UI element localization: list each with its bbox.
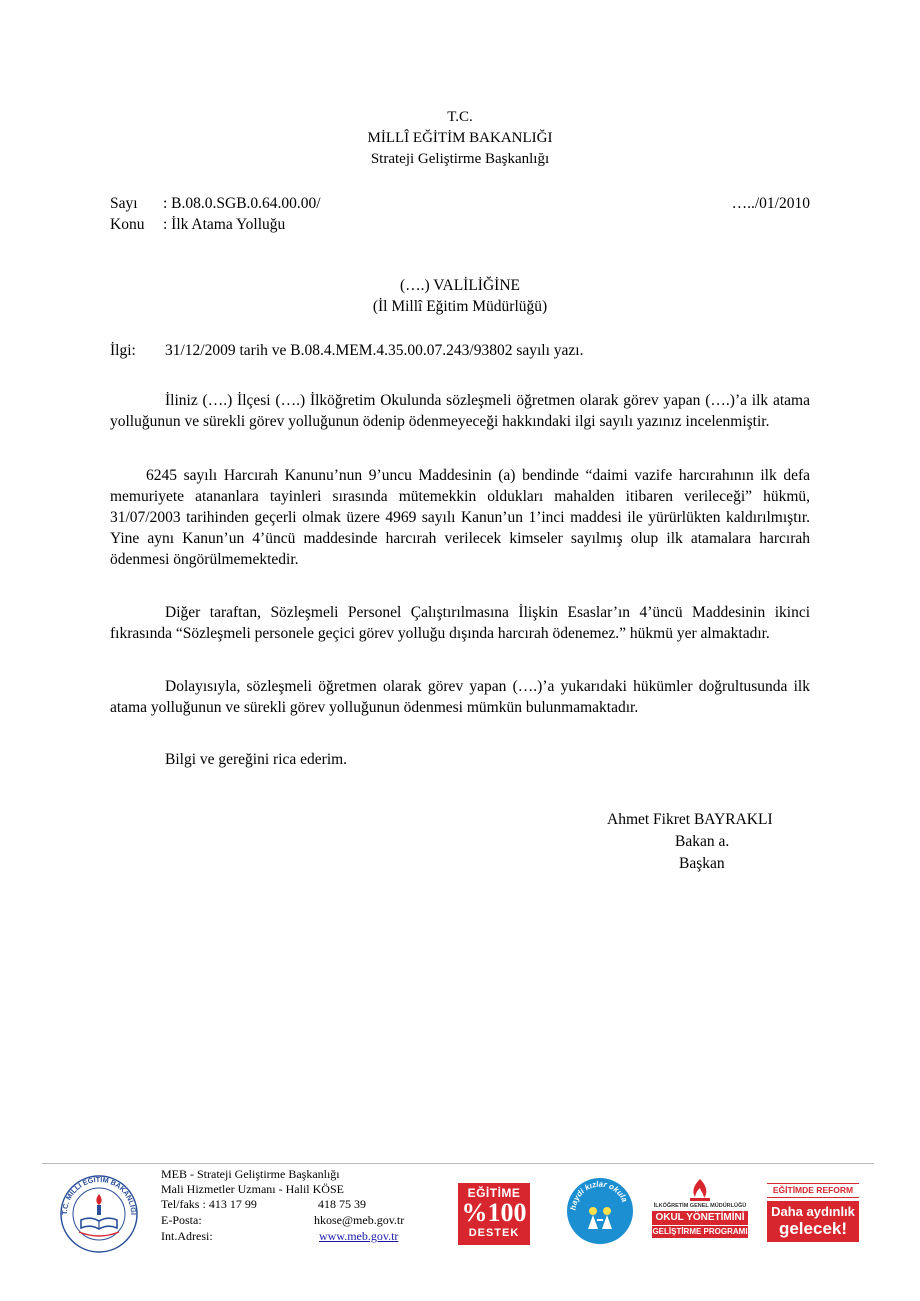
reform-mid-text: Daha aydınlık [771, 1204, 855, 1219]
meb-seal-icon [55, 1168, 143, 1256]
meb-seal-logo [55, 1168, 143, 1256]
footer-institution: MEB - Strateji Geliştirme Başkanlığı [161, 1167, 340, 1181]
footer-web-link[interactable]: www.meb.gov.tr [319, 1229, 399, 1243]
haydi-text: haydi kızlar okula [568, 1179, 630, 1211]
egitime-bottom-text: DESTEK [468, 1227, 520, 1239]
sayi-value: : B.08.0.SGB.0.64.00.00/ [163, 195, 321, 212]
egitime-top-text: EĞİTİME [467, 1186, 521, 1200]
reform-bottom-text: gelecek! [778, 1219, 848, 1238]
footer-contact-person: Mali Hizmetler Uzmanı - Halil KÖSE [161, 1182, 344, 1196]
addressee-line1: (….) VALİLİĞİNE [400, 277, 520, 294]
body-paragraph-2: 6245 sayılı Harcırah Kanunu’nun 9’uncu Maddesinin (a) bendinde “daimi vazife harcırahının ilk defa memuriyete atananlara tayinleri sırasında mütemekkin oldukları mahalden itibaren verileceği” hükmü, 31/07/2003 tarihinden geçerli olmak üzere 4969 sayılı Kanun’un 1’inci maddesi ile yürürlükten kaldırılmıştır. Yine aynı Kanun’un 4’üncü maddesinde harcırah verilecek kimseler sayılmış olup ilk atamalara harcırah ödenmesi öngörülmemektedir. [110, 467, 810, 568]
reform-top-text: EĞİTİMDE REFORM [767, 1183, 859, 1198]
okul-top-text: İLKÖĞRETİM GENEL MÜDÜRLÜĞÜ [653, 1203, 747, 1209]
okul-mid-text: OKUL YÖNETİMİNİ [652, 1211, 748, 1225]
footer-email-value: hkose@meb.gov.tr [314, 1213, 405, 1227]
addressee-line2: (İl Millî Eğitim Müdürlüğü) [372, 298, 548, 315]
egitime-percent-text: %100 [461, 1198, 527, 1227]
konu-label: Konu [110, 216, 145, 233]
konu-value: : İlk Atama Yolluğu [163, 216, 286, 233]
body-paragraph-5: Bilgi ve gereğini rica ederim. [165, 751, 348, 768]
body-paragraph-4: Dolayısıyla, sözleşmeli öğretmen olarak görev yapan (….)’a yukarıdaki hükümler doğrultusunda ilk atama yolluğunun ve sürekli görev yolluğunun ödenmesi mümkün bulunmamaktadır. [110, 678, 810, 716]
haydi-kizlar-okula-logo [566, 1177, 634, 1245]
okul-bottom-text: GELİŞTİRME PROGRAMI [652, 1227, 748, 1236]
body-paragraph-1: İliniz (….) İlçesi (….) İlköğretim Okulunda sözleşmeli öğretmen olarak görev yapan (….)’a ilk atama yolluğunun ve sürekli görev yolluğunun ödenip ödenmeyeceği hakkındaki ilgi sayılı yazınız incelenmiştir. [110, 392, 810, 430]
footer-divider [42, 1163, 874, 1164]
signature-name: Ahmet Fikret BAYRAKLI [607, 811, 773, 828]
letterhead-department: Strateji Geliştirme Başkanlığı [370, 151, 550, 167]
meb-seal-text: T.C. MİLLÎ EĞİTİM BAKANLIĞI [59, 1174, 139, 1216]
flame-icon [685, 1178, 715, 1202]
letterhead-ministry: MİLLÎ EĞİTİM BAKANLIĞI [367, 130, 553, 146]
document-date: …../01/2010 [731, 195, 810, 212]
egitimde-reform-logo [767, 1183, 859, 1245]
body-paragraph-3: Diğer taraftan, Sözleşmeli Personel Çalıştırılmasına İlişkin Esaslar’ın 4’üncü Maddesinin ikinci fıkrasında “Sözleşmeli personele geçici görev yolluğu dışında harcırah ödenemez.” hükmü yer almaktadır. [110, 604, 810, 642]
egitime-destek-logo [458, 1183, 530, 1245]
letterhead-tc: T.C. [447, 109, 473, 125]
footer-email-label: E-Posta: [161, 1213, 202, 1227]
sayi-label: Sayı [110, 195, 138, 212]
ilgi-text: 31/12/2009 tarih ve B.08.4.MEM.4.35.00.07.243/93802 sayılı yazı. [165, 342, 584, 359]
ilgi-label: İlgi: [110, 342, 136, 359]
footer-web-label: Int.Adresi: [161, 1229, 213, 1243]
signature-title-1: Bakan a. [675, 833, 730, 850]
haydi-kizlar-icon [566, 1177, 634, 1245]
signature-title-2: Başkan [679, 855, 725, 872]
footer-fax-value: 418 75 39 [318, 1197, 366, 1211]
footer-tel-label: Tel/faks : 413 17 99 [161, 1197, 257, 1211]
okul-yonetimi-logo [652, 1178, 748, 1248]
